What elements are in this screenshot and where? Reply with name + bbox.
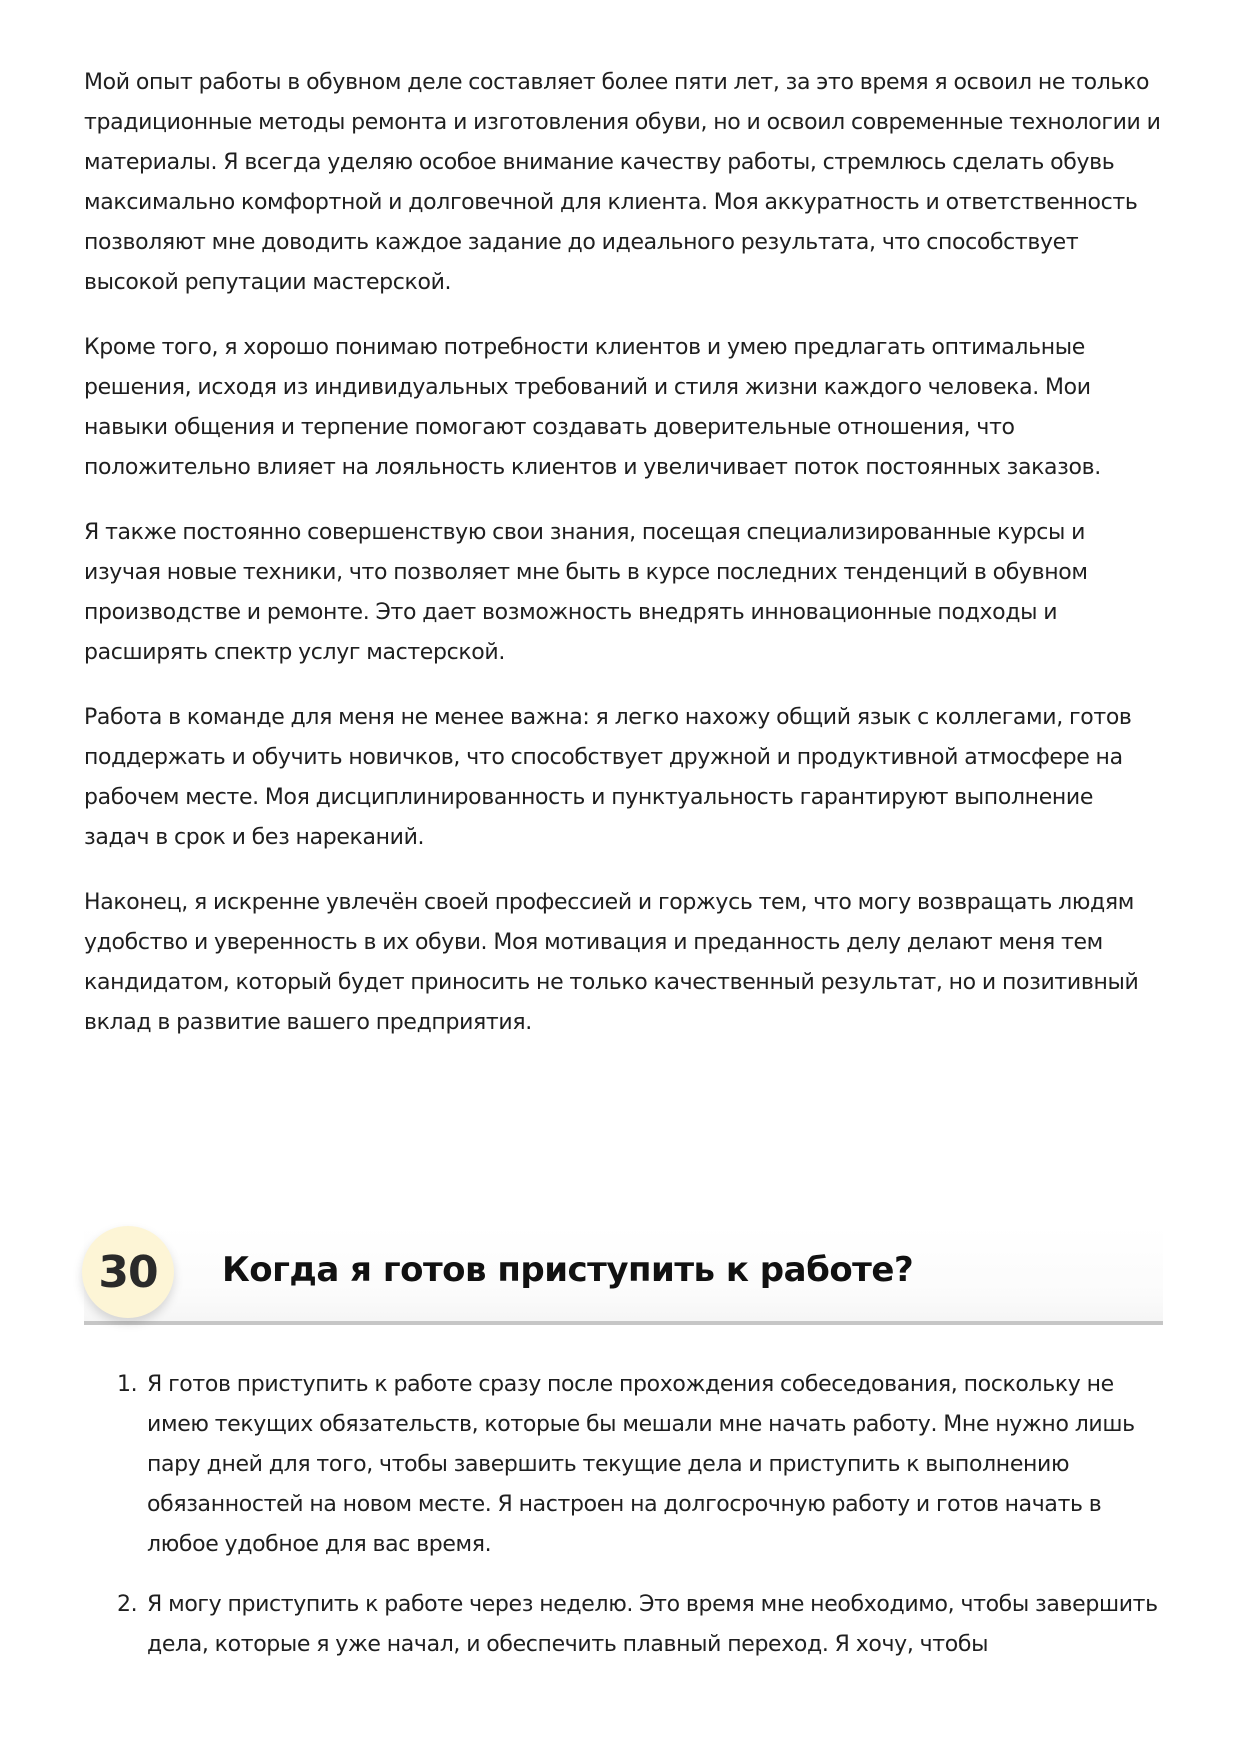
header-divider bbox=[84, 1321, 1163, 1325]
list-item bbox=[84, 1585, 1164, 1665]
list-item-text: Я готов приступить к работе сразу после прохождения собеседования, поскольку не имею текущих обязательств, которые бы мешали мне начать работу. Мне нужно лишь пару дней для того, чтобы завершить текущие дела и приступить к выполнению обязанностей на новом месте. Я настроен на долгосрочную работу и готов начать в любое удобное для вас время. bbox=[147, 1372, 1135, 1557]
list-item-number: 2. bbox=[117, 1592, 138, 1617]
list-item bbox=[84, 1365, 1164, 1565]
answer-list bbox=[84, 1365, 1164, 1685]
list-item-text: Я могу приступить к работе через неделю. Это время мне необходимо, чтобы завершить дела, которые я уже начал, и обеспечить плавный переход. Я хочу, чтобы bbox=[147, 1592, 1158, 1657]
question-title: Когда я готов приступить к работе? bbox=[222, 1250, 914, 1290]
answer-body bbox=[84, 63, 1164, 1068]
question-number-badge: 30 bbox=[82, 1226, 174, 1318]
paragraph: Кроме того, я хорошо понимаю потребности клиентов и умею предлагать оптимальные решения, исходя из индивидуальных требований и стиля жизни каждого человека. Мои навыки общения и терпение помогают создавать доверительные отношения, что положительно влияет на лояльность клиентов и увеличивает поток постоянных заказов. bbox=[84, 335, 1101, 480]
paragraph: Мой опыт работы в обувном деле составляет более пяти лет, за это время я освоил не только традиционные методы ремонта и изготовления обуви, но и освоил современные технологии и материалы. Я всегда уделяю особое внимание качеству работы, стремлюсь сделать обувь максимально комфортной и долговечной для клиента. Моя аккуратность и ответственность позволяют мне доводить каждое задание до идеального результата, что способствует высокой репутации мастерской. bbox=[84, 70, 1161, 295]
paragraph: Наконец, я искренне увлечён своей профессией и горжусь тем, что могу возвращать людям удобство и уверенность в их обуви. Моя мотивация и преданность делу делают меня тем кандидатом, который будет приносить не только качественный результат, но и позитивный вклад в развитие вашего предприятия. bbox=[84, 890, 1139, 1035]
section-header bbox=[84, 1226, 1163, 1325]
paragraph: Я также постоянно совершенствую свои знания, посещая специализированные курсы и изучая новые техники, что позволяет мне быть в курсе последних тенденций в обувном производстве и ремонте. Это дает возможность внедрять инновационные подходы и расширять спектр услуг мастерской. bbox=[84, 520, 1088, 665]
paragraph: Работа в команде для меня не менее важна: я легко нахожу общий язык с коллегами, готов поддержать и обучить новичков, что способствует дружной и продуктивной атмосфере на рабочем месте. Моя дисциплинированность и пунктуальность гарантируют выполнение задач в срок и без нареканий. bbox=[84, 705, 1132, 850]
list-item-number: 1. bbox=[117, 1372, 138, 1397]
